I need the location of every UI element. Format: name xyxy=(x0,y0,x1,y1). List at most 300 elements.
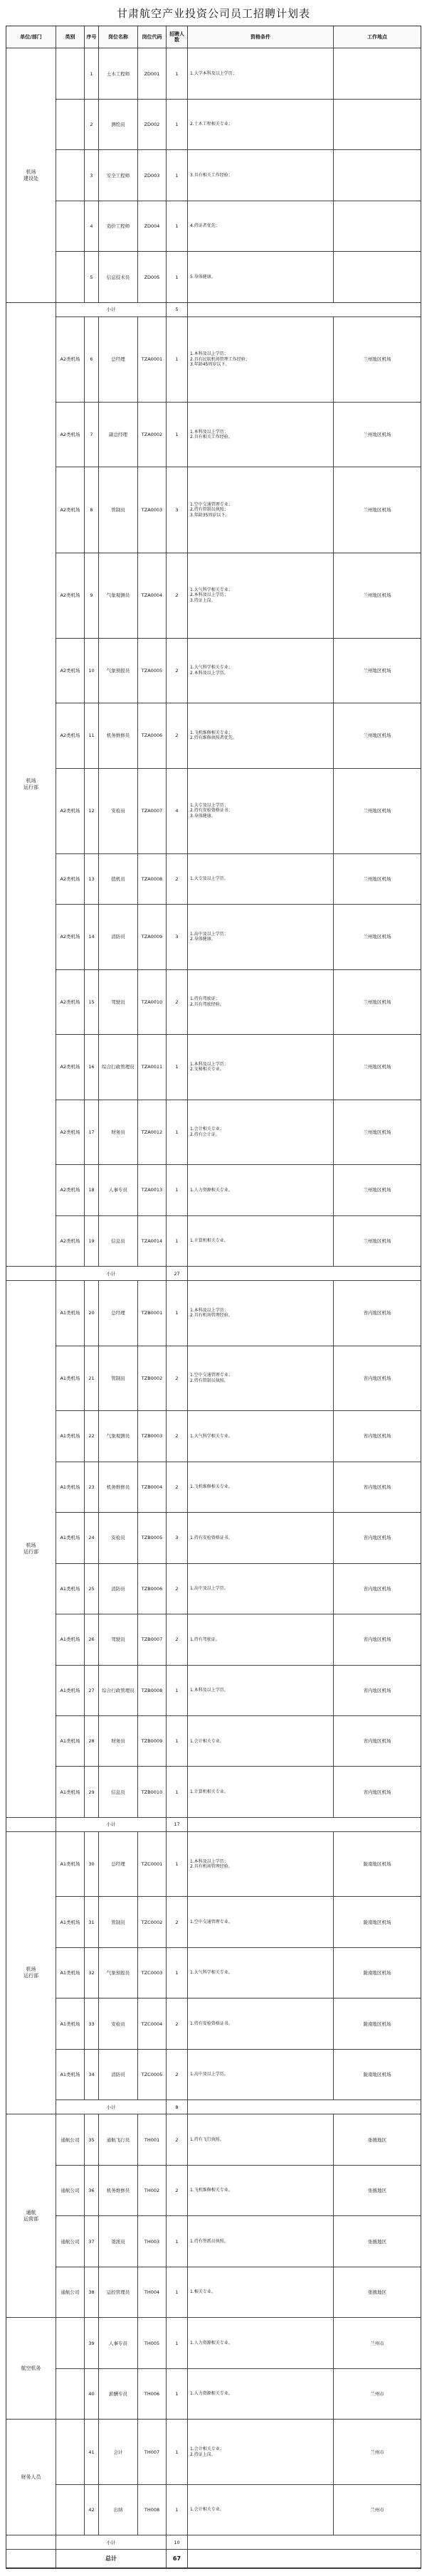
category-cell: A1类机场 xyxy=(56,1281,85,1345)
requirements: 1.人力资源相关专业。 xyxy=(188,1165,334,1215)
requirements: 1.本科及以上学历； 2.具有民航机场管理工作经验； 3.年龄45周岁以下。 xyxy=(188,317,334,402)
header-req: 资格条件 xyxy=(188,26,334,48)
post-name: 安检员 xyxy=(99,1998,138,2048)
table-row xyxy=(6,1165,421,1215)
category-cell: A2类机场 xyxy=(56,467,85,552)
hire-count: 1 xyxy=(167,2267,188,2317)
table-row xyxy=(6,2420,421,2484)
post-name: 副总经理 xyxy=(99,403,138,467)
dept-cell xyxy=(6,2535,56,2549)
hire-count: 3 xyxy=(167,467,188,552)
post-name: 综合行政管理员 xyxy=(99,1666,138,1715)
page-title: 甘肃航空产业投资公司员工招聘计划表 xyxy=(116,7,310,20)
category-cell: A2类机场 xyxy=(56,1035,85,1099)
hire-count: 1 xyxy=(167,2216,188,2266)
hire-count: 2 xyxy=(167,553,188,638)
subtotal-label: 总计 xyxy=(56,2550,167,2567)
requirements: 1.本科及以上学历； 2.具有相关工作经验。 xyxy=(188,403,334,467)
work-location: 省内地区机场 xyxy=(363,1484,391,1490)
department-1: 机场 建设处 xyxy=(6,48,56,302)
row-number: 26 xyxy=(85,1614,99,1664)
post-name: 机务维修员 xyxy=(99,2166,138,2215)
hire-count: 2 xyxy=(167,1346,188,1410)
header-dept: 单位/部门 xyxy=(6,26,56,48)
work-location: 兰州地区机场 xyxy=(363,1064,391,1070)
post-name: 管制员 xyxy=(99,1897,138,1947)
subtotal-blank xyxy=(188,303,421,316)
requirements: 1.大气科学相关专业； 2.本科及以上学历。 xyxy=(188,639,334,703)
requirements: 4.持证者优先； xyxy=(188,201,334,251)
category-cell xyxy=(56,2420,85,2484)
row-number: 29 xyxy=(85,1767,99,1816)
table-row xyxy=(6,201,421,252)
post-code: TZC0004 xyxy=(138,1998,167,2048)
subtotal-label: 小计 xyxy=(56,303,167,316)
table-row xyxy=(6,1462,421,1513)
category-cell: A2类机场 xyxy=(56,769,85,853)
category-cell xyxy=(56,252,85,302)
category-cell: A2类机场 xyxy=(56,403,85,467)
category-cell: 通航公司 xyxy=(56,2166,85,2215)
subtotal-label: 小计 xyxy=(56,2535,167,2549)
row-number: 17 xyxy=(85,1100,99,1164)
work-location: 兰州地区机场 xyxy=(363,1129,391,1135)
hire-count: 3 xyxy=(167,905,188,969)
work-location xyxy=(334,150,421,200)
header-sub: 类别 xyxy=(56,26,85,48)
post-name: 总经理 xyxy=(99,317,138,402)
requirements: 1.持有签派员执照。 xyxy=(188,2216,334,2266)
hire-count: 1 xyxy=(167,1767,188,1816)
work-location: 陇南地区机场 xyxy=(363,1919,391,1925)
requirements: 1.人力资源相关专业。 xyxy=(188,2318,334,2368)
table-row xyxy=(6,970,421,1035)
post-code: TZA0001 xyxy=(138,317,167,402)
work-location: 陇南地区机场 xyxy=(363,2021,391,2027)
work-location xyxy=(334,100,421,149)
row-number: 8 xyxy=(85,467,99,552)
table-row xyxy=(6,1216,421,1267)
table-row xyxy=(6,1666,421,1716)
row-number: 33 xyxy=(85,1998,99,2048)
post-code: TZB0002 xyxy=(138,1346,167,1410)
hire-count: 1 xyxy=(167,1948,188,1998)
work-location: 兰州市 xyxy=(370,2449,384,2455)
hire-count: 2 xyxy=(167,1614,188,1664)
row-number: 42 xyxy=(85,2485,99,2535)
work-location: 兰州地区机场 xyxy=(363,875,391,882)
post-name: 气象观测员 xyxy=(99,1411,138,1461)
requirements: 1.持有安检资格证书。 xyxy=(188,1513,334,1563)
category-cell: A2类机场 xyxy=(56,639,85,703)
post-name: 通航飞行员 xyxy=(99,2114,138,2164)
requirements: 1.高中及以上学历。 xyxy=(188,1564,334,1614)
hire-count: 2 xyxy=(167,1998,188,2048)
subtotal-count: 67 xyxy=(167,2550,188,2567)
post-name: 信息员 xyxy=(99,1767,138,1816)
table-row xyxy=(6,553,421,639)
row-number: 38 xyxy=(85,2267,99,2317)
post-code: ZD002 xyxy=(138,100,167,149)
post-code: TZA0005 xyxy=(138,639,167,703)
table-header xyxy=(6,26,421,48)
post-name: 管制员 xyxy=(99,1346,138,1410)
recruitment-table xyxy=(6,26,421,2569)
requirements: 1.飞机维修相关专业。 xyxy=(188,1462,334,1512)
table-row xyxy=(6,2318,421,2368)
post-code: TH001 xyxy=(138,2114,167,2164)
post-name: 管制员 xyxy=(99,467,138,552)
row-number: 14 xyxy=(85,905,99,969)
table-row xyxy=(6,403,421,467)
hire-count: 1 xyxy=(167,1165,188,1215)
post-code: TZB0005 xyxy=(138,1513,167,1563)
row-number: 27 xyxy=(85,1666,99,1715)
post-code: TH008 xyxy=(138,2485,167,2535)
table-row xyxy=(6,150,421,201)
work-location: 兰州市 xyxy=(370,2340,384,2346)
post-code: TZC0005 xyxy=(138,2050,167,2099)
post-code: TZA0012 xyxy=(138,1100,167,1164)
work-location: 张掖地区 xyxy=(368,2238,386,2245)
category-cell: 通航公司 xyxy=(56,2267,85,2317)
row-number: 12 xyxy=(85,769,99,853)
hire-count: 2 xyxy=(167,1897,188,1947)
work-location: 省内地区机场 xyxy=(363,1310,391,1316)
requirements: 1.大气科学相关专业； 2.本科及以上学历； 3.持证上岗。 xyxy=(188,553,334,638)
work-location: 省内地区机场 xyxy=(363,1636,391,1643)
requirements: 1.空中交通管理专业。 xyxy=(188,1897,334,1947)
row-number: 2 xyxy=(85,100,99,149)
row-number: 23 xyxy=(85,1462,99,1512)
requirements: 1.空中交通管理专业； 2.持有管制员执照。 xyxy=(188,1346,334,1410)
work-location: 陇南地区机场 xyxy=(363,1861,391,1868)
subtotal-count: 10 xyxy=(167,2535,188,2549)
requirements: 1.会计相关专业； 2.持有会计证。 xyxy=(188,1100,334,1164)
row-number: 20 xyxy=(85,1281,99,1345)
post-name: 安全工程师 xyxy=(99,150,138,200)
work-location: 省内地区机场 xyxy=(363,1433,391,1439)
category-cell: A2类机场 xyxy=(56,703,85,767)
hire-count: 1 xyxy=(167,150,188,200)
table-row xyxy=(6,1832,421,1897)
header-post: 岗位名称 xyxy=(99,26,138,48)
requirements: 2.土木工程相关专业； xyxy=(188,100,334,149)
table-row xyxy=(6,2267,421,2318)
work-location: 兰州地区机场 xyxy=(363,934,391,940)
requirements: 1.高中及以上学历； 2.身体健康。 xyxy=(188,905,334,969)
post-name: 气象预报员 xyxy=(99,639,138,703)
row-number: 10 xyxy=(85,639,99,703)
work-location: 张掖地区 xyxy=(368,2136,386,2143)
post-code: TZB0010 xyxy=(138,1767,167,1816)
category-cell: A1类机场 xyxy=(56,1564,85,1614)
category-cell: A2类机场 xyxy=(56,1165,85,1215)
subtotal-row xyxy=(6,1818,421,1832)
category-cell: A1类机场 xyxy=(56,2050,85,2099)
post-name: 人事专员 xyxy=(99,2318,138,2368)
work-location: 兰州地区机场 xyxy=(363,506,391,513)
work-location: 兰州地区机场 xyxy=(363,667,391,674)
hire-count: 1 xyxy=(167,1100,188,1164)
work-location: 省内地区机场 xyxy=(363,1375,391,1381)
table-row xyxy=(6,1281,421,1346)
requirements: 1.大气科学相关专业。 xyxy=(188,1948,334,1998)
post-code: TZC0002 xyxy=(138,1897,167,1947)
row-number: 31 xyxy=(85,1897,99,1947)
row-number: 35 xyxy=(85,2114,99,2164)
requirements: 1.本科及以上学历。 xyxy=(188,1666,334,1715)
hire-count: 1 xyxy=(167,1216,188,1266)
table-row xyxy=(6,467,421,553)
table-row xyxy=(6,1100,421,1165)
hire-count: 1 xyxy=(167,403,188,467)
table-row xyxy=(6,2114,421,2165)
post-name: 消防员 xyxy=(99,905,138,969)
work-location: 兰州地区机场 xyxy=(363,1238,391,1244)
post-code: ZD005 xyxy=(138,252,167,302)
category-cell: A1类机场 xyxy=(56,1767,85,1816)
requirements: 1.空中交通管理专业； 2.持有管制员执照； 3.年龄35周岁以下。 xyxy=(188,467,334,552)
category-cell: A2类机场 xyxy=(56,1100,85,1164)
row-number: 18 xyxy=(85,1165,99,1215)
row-number: 6 xyxy=(85,317,99,402)
post-name: 测绘员 xyxy=(99,100,138,149)
post-name: 财务员 xyxy=(99,1716,138,1766)
table-row xyxy=(6,639,421,703)
post-name: 综合行政管理员 xyxy=(99,1035,138,1099)
row-number: 1 xyxy=(85,48,99,98)
category-cell: A2类机场 xyxy=(56,553,85,638)
table-row xyxy=(6,2369,421,2420)
post-code: TZB0008 xyxy=(138,1666,167,1715)
hire-count: 2 xyxy=(167,970,188,1034)
hire-count: 2 xyxy=(167,703,188,767)
category-cell: A2类机场 xyxy=(56,1216,85,1266)
requirements: 1.大气科学相关专业。 xyxy=(188,1411,334,1461)
work-location: 兰州地区机场 xyxy=(363,999,391,1005)
requirements: 1.本科及以上学历； 2.具有机场管理经验。 xyxy=(188,1281,334,1345)
work-location: 陇南地区机场 xyxy=(363,2072,391,2078)
subtotal-label: 小计 xyxy=(56,1267,167,1280)
category-cell: A1类机场 xyxy=(56,1513,85,1563)
hire-count: 1 xyxy=(167,1666,188,1715)
table-row xyxy=(6,1411,421,1462)
row-number: 16 xyxy=(85,1035,99,1099)
row-number: 25 xyxy=(85,1564,99,1614)
row-number: 7 xyxy=(85,403,99,467)
work-location: 省内地区机场 xyxy=(363,1789,391,1795)
table-row xyxy=(6,1513,421,1563)
row-number: 4 xyxy=(85,201,99,251)
work-location: 省内地区机场 xyxy=(363,1738,391,1745)
hire-count: 1 xyxy=(167,100,188,149)
department-5: 通航 运营部 xyxy=(6,2114,56,2318)
post-name: 气象观测员 xyxy=(99,553,138,638)
work-location xyxy=(334,201,421,251)
hire-count: 1 xyxy=(167,1281,188,1345)
hire-count: 2 xyxy=(167,2114,188,2164)
subtotal-row xyxy=(6,303,421,317)
table-row xyxy=(6,252,421,302)
subtotal-blank xyxy=(188,2550,421,2567)
table-row xyxy=(6,1035,421,1100)
category-cell: A1类机场 xyxy=(56,1998,85,2048)
post-name: 信息技术员 xyxy=(99,252,138,302)
table-row xyxy=(6,1767,421,1817)
post-code: TZC0001 xyxy=(138,1832,167,1896)
requirements: 1.本科及以上学历； 2.具有机场管理经验。 xyxy=(188,1832,334,1896)
post-code: TH003 xyxy=(138,2216,167,2266)
post-code: ZD004 xyxy=(138,201,167,251)
work-location: 张掖地区 xyxy=(368,2188,386,2194)
post-name: 安检员 xyxy=(99,769,138,853)
dept-cell xyxy=(6,1267,56,1280)
requirements: 5.身体健康。 xyxy=(188,252,334,302)
category-cell: A1类机场 xyxy=(56,1948,85,1998)
requirements: 1.持有飞行执照。 xyxy=(188,2114,334,2164)
category-cell xyxy=(56,2485,85,2535)
row-number: 15 xyxy=(85,970,99,1034)
category-cell: A1类机场 xyxy=(56,1614,85,1664)
post-code: TZA0007 xyxy=(138,769,167,853)
category-cell: A1类机场 xyxy=(56,1666,85,1715)
table-row xyxy=(6,1948,421,1998)
post-name: 土木工程师 xyxy=(99,48,138,98)
post-name: 运控管理员 xyxy=(99,2267,138,2317)
subtotal-row xyxy=(6,2100,421,2114)
category-cell xyxy=(56,48,85,98)
hire-count: 1 xyxy=(167,2318,188,2368)
post-code: TZB0006 xyxy=(138,1564,167,1614)
post-code: TZB0009 xyxy=(138,1716,167,1766)
post-name: 出纳 xyxy=(99,2485,138,2535)
hire-count: 1 xyxy=(167,2485,188,2535)
category-cell: 通航公司 xyxy=(56,2216,85,2266)
requirements: 1.会计相关专业。 xyxy=(188,2485,334,2535)
requirements: 1.计算机相关专业。 xyxy=(188,1216,334,1266)
subtotal-label: 小计 xyxy=(56,1818,167,1831)
requirements: 1.大专及以上学历。 xyxy=(188,854,334,904)
post-code: TZA0010 xyxy=(138,970,167,1034)
work-location: 兰州地区机场 xyxy=(363,1187,391,1193)
total-row xyxy=(6,2550,421,2568)
header-loc: 工作地点 xyxy=(334,26,421,48)
category-cell: A2类机场 xyxy=(56,317,85,402)
work-location: 兰州地区机场 xyxy=(363,356,391,363)
post-name: 安检员 xyxy=(99,1513,138,1563)
hire-count: 2 xyxy=(167,2050,188,2099)
category-cell xyxy=(56,100,85,149)
hire-count: 3 xyxy=(167,1513,188,1563)
category-cell: A1类机场 xyxy=(56,1832,85,1896)
post-name: 签派员 xyxy=(99,2216,138,2266)
table-row xyxy=(6,769,421,854)
post-code: TZA0008 xyxy=(138,854,167,904)
post-code: TZA0014 xyxy=(138,1216,167,1266)
category-cell: A2类机场 xyxy=(56,905,85,969)
post-name: 薪酬专员 xyxy=(99,2369,138,2419)
table-row xyxy=(6,1716,421,1767)
department-7: 财务人员 xyxy=(6,2420,56,2535)
post-code: TZC0003 xyxy=(138,1948,167,1998)
hire-count: 2 xyxy=(167,854,188,904)
dept-cell xyxy=(6,1818,56,1831)
hire-count: 1 xyxy=(167,1832,188,1896)
row-number: 34 xyxy=(85,2050,99,2099)
row-number: 5 xyxy=(85,252,99,302)
post-name: 总经理 xyxy=(99,1281,138,1345)
work-location xyxy=(334,252,421,302)
hire-count: 1 xyxy=(167,317,188,402)
requirements: 1.持有驾驶证； 2.具有驾驶经验。 xyxy=(188,970,334,1034)
requirements: 1.会计相关专业； 2.持证上岗。 xyxy=(188,2420,334,2484)
subtotal-row xyxy=(6,2535,421,2550)
department-6: 航空机务 xyxy=(6,2318,56,2420)
row-number: 13 xyxy=(85,854,99,904)
requirements: 1.大专及以上学历； 2.持有安检资格证书； 3.身体健康。 xyxy=(188,769,334,853)
row-number: 36 xyxy=(85,2166,99,2215)
table-row xyxy=(6,1564,421,1614)
table-row xyxy=(6,2216,421,2267)
table-row xyxy=(6,854,421,905)
table-row xyxy=(6,1346,421,1411)
post-code: TZB0003 xyxy=(138,1411,167,1461)
post-name: 造价工程师 xyxy=(99,201,138,251)
post-name: 财务员 xyxy=(99,1100,138,1164)
header-code: 岗位代码 xyxy=(138,26,167,48)
category-cell: A1类机场 xyxy=(56,1716,85,1766)
requirements: 1.会计相关专业。 xyxy=(188,1716,334,1766)
post-name: 人事专员 xyxy=(99,1165,138,1215)
subtotal-count: 17 xyxy=(167,1818,188,1831)
row-number: 28 xyxy=(85,1716,99,1766)
post-name: 消防员 xyxy=(99,2050,138,2099)
row-number: 39 xyxy=(85,2318,99,2368)
row-number: 40 xyxy=(85,2369,99,2419)
table-row xyxy=(6,317,421,403)
post-code: TZA0004 xyxy=(138,553,167,638)
hire-count: 1 xyxy=(167,1035,188,1099)
row-number: 9 xyxy=(85,553,99,638)
department-2: 机场 运行部 xyxy=(6,303,56,1267)
hire-count: 2 xyxy=(167,1462,188,1512)
hire-count: 1 xyxy=(167,252,188,302)
hire-count: 1 xyxy=(167,201,188,251)
post-code: TZB0001 xyxy=(138,1281,167,1345)
department-4: 机场 运行部 xyxy=(6,1832,56,2114)
row-number: 21 xyxy=(85,1346,99,1410)
requirements: 1.大学本科及以上学历； xyxy=(188,48,334,98)
post-name: 消防员 xyxy=(99,1564,138,1614)
row-number: 3 xyxy=(85,150,99,200)
post-code: TH005 xyxy=(138,2318,167,2368)
subtotal-blank xyxy=(188,1267,421,1280)
post-code: ZD001 xyxy=(138,48,167,98)
hire-count: 4 xyxy=(167,769,188,853)
table-row xyxy=(6,48,421,99)
requirements: 1.飞机维修相关专业。 xyxy=(188,2166,334,2215)
hire-count: 2 xyxy=(167,2166,188,2215)
category-cell: A2类机场 xyxy=(56,854,85,904)
hire-count: 2 xyxy=(167,1411,188,1461)
hire-count: 1 xyxy=(167,48,188,98)
post-code: TZA0013 xyxy=(138,1165,167,1215)
post-code: TH006 xyxy=(138,2369,167,2419)
category-cell: A1类机场 xyxy=(56,1411,85,1461)
post-name: 气象预报员 xyxy=(99,1948,138,1998)
post-code: TZA0006 xyxy=(138,703,167,767)
